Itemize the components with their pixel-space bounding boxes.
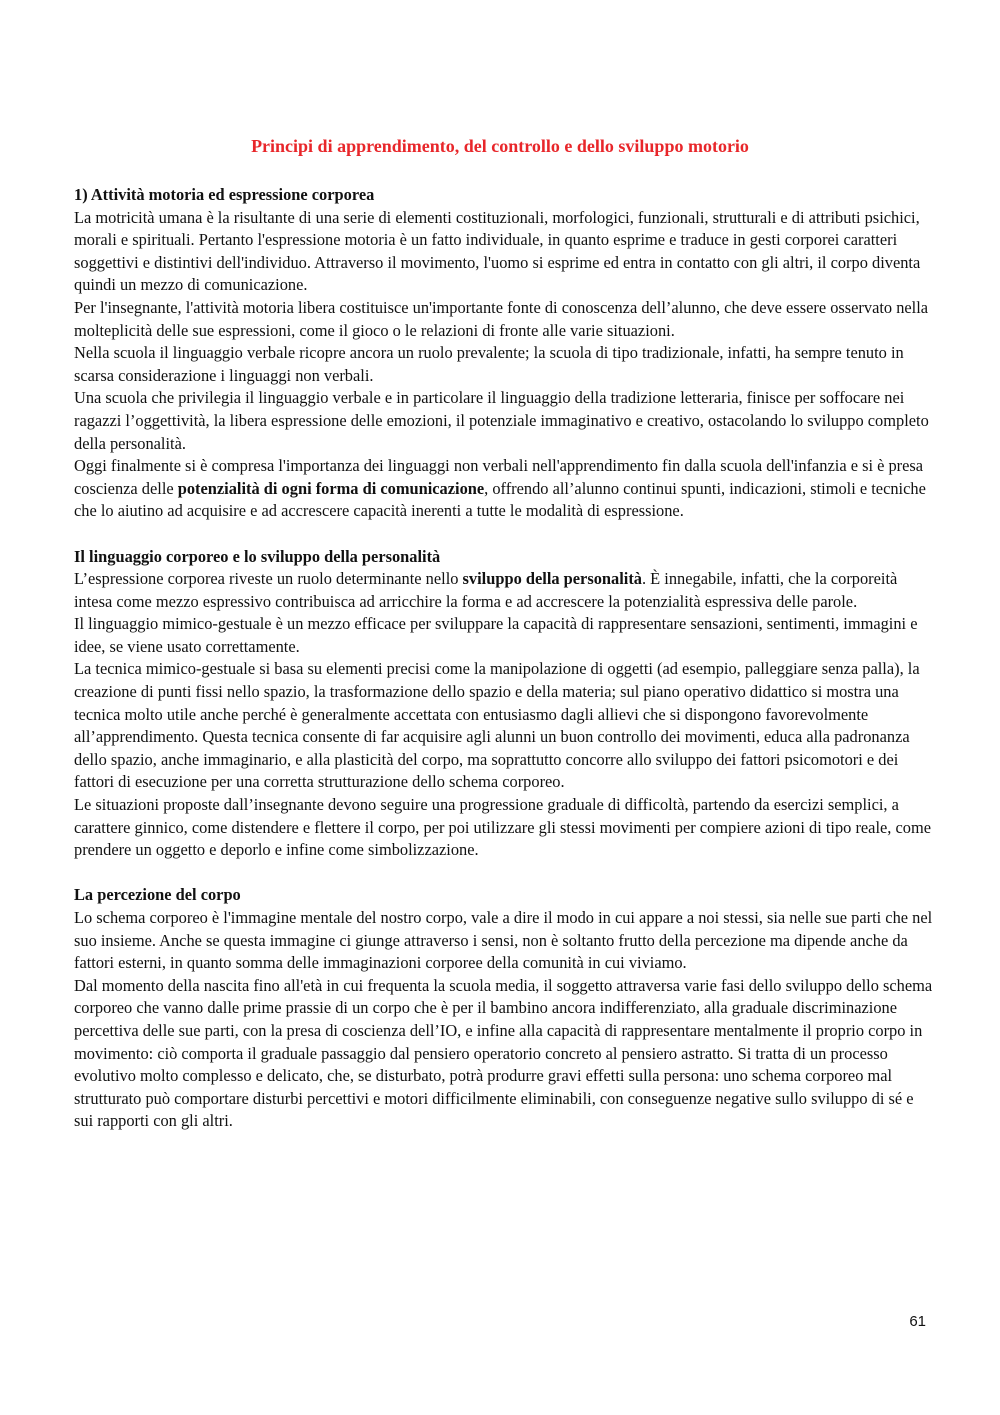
paragraph: La tecnica mimico-gestuale si basa su elementi precisi come la manipolazione di oggetti (ad esempio, palleggiare senza palla), la creazione di punti fissi nello spazio, la trasformazione dello spazio e della materia; sul piano operativo didattico si mostra una tecnica molto utile anche perché è generalmente accettata con entusiasmo dagli allievi che si dispongono favorevolmente all’apprendimento. Questa tecnica consente di far acquisire agli alunni un buon controllo dei movimenti, educa alla padronanza dello spazio, anche immaginario, e alla plasticità del corpo, ma soprattutto concorre allo sviluppo dei fattori psicomotori e dei fattori di esecuzione per una corretta strutturazione dello schema corporeo. (74, 659, 920, 792)
page-number: 61 (909, 1313, 926, 1330)
paragraph-text: . È innegabile, infatti, che la corporeità intesa come mezzo espressivo contribuisca ad arricchire la forma e ad accrescere la potenzialità espressiva delle parole. (74, 569, 898, 611)
section-heading: La percezione del corpo (74, 885, 241, 905)
section-motor-activity (74, 184, 934, 523)
paragraph (74, 568, 934, 613)
paragraph: Le situazioni proposte dall’insegnante devono seguire una progressione graduale di difficoltà, partendo da esercizi semplici, a carattere ginnico, come distendere e flettere il corpo, per poi utilizzare gli stessi movimenti per compiere azioni di tipo reale, come prendere un oggetto e deporlo e infine come simbolizzazione. (74, 795, 931, 860)
paragraph (74, 455, 934, 523)
paragraph: Per l'insegnante, l'attività motoria libera costituisce un'importante fonte di conoscenza dell’alunno, che deve essere osservato nella molteplicità delle sue espressioni, come il gioco o le relazioni di fronte alle varie situazioni. (74, 297, 929, 340)
bold-phrase: potenzialità di ogni forma di comunicazione (177, 478, 485, 498)
paragraph: Una scuola che privilegia il linguaggio verbale e in particolare il linguaggio della tradizione letteraria, finisce per soffocare nei ragazzi l’oggettività, la libera espressione delle emozioni, il potenziale immaginativo e creativo, ostacolando lo sviluppo completo della personalità. (74, 388, 929, 453)
paragraph: Nella scuola il linguaggio verbale ricopre ancora un ruolo prevalente; la scuola di tipo tradizionale, infatti, ha sempre tenuto in scarsa considerazione i linguaggi non verbali. (74, 343, 904, 385)
paragraph-text: L’espressione corporea riveste un ruolo determinante nello (74, 569, 463, 589)
section-heading: Il linguaggio corporeo e lo sviluppo della personalità (74, 546, 441, 566)
document-body (74, 184, 934, 1156)
section-body-perception (74, 884, 934, 1133)
paragraph: Il linguaggio mimico-gestuale è un mezzo efficace per sviluppare la capacità di rappresentare sensazioni, sentimenti, immagini e idee, se viene usato correttamente. (74, 614, 918, 656)
paragraph: Lo schema corporeo è l'immagine mentale del nostro corpo, vale a dire il modo in cui appare a noi stessi, sia nelle sue parti che nel suo insieme. Anche se questa immagine ci giunge attraverso i sensi, non è soltanto frutto della percezione ma dipende anche da fattori esterni, in quanto somma delle immaginazioni corporee della comunità in cui viviamo. (74, 908, 933, 973)
paragraph: Dal momento della nascita fino all'età in cui frequenta la scuola media, il soggetto attraversa varie fasi dello sviluppo dello schema corporeo che vanno dalle prime prassie di un corpo che è per il bambino ancora indifferenziato, alla graduale discriminazione percettiva delle sue parti, con la presa di coscienza dell’IO, e infine alla capacità di rappresentare mentalmente il proprio corpo in movimento: ciò comporta il graduale passaggio dal pensiero operatorio concreto al pensiero astratto. Si tratta di un processo evolutivo molto complesso e delicato, che, se disturbato, potrà produrre gravi effetti sulla persona: uno schema corporeo mal strutturato può comportare disturbi percettivi e motori difficilmente eliminabili, con conseguenze negative sullo sviluppo di sé e sui rapporti con gli altri. (74, 975, 933, 1131)
paragraph: La motricità umana è la risultante di una serie di elementi costituzionali, morfologici, funzionali, strutturali e di attributi psichici, morali e spirituali. Pertanto l'espressione motoria è un fatto individuale, in quanto esprime e traduce in gesti corporei caratteri soggettivi e distintivi dell'individuo. Attraverso il movimento, l'uomo si esprime ed entra in contatto con gli altri, il corpo diventa quindi un mezzo di comunicazione. (74, 207, 921, 295)
paragraph-text: , offrendo all’alunno continui spunti, indicazioni, stimoli e tecniche che lo aiutino ad acquisire e ad accrescere capacità inerenti a tutte le modalità di espressione. (74, 478, 926, 521)
bold-phrase: sviluppo della personalità (462, 569, 642, 589)
page-title: Principi di apprendimento, del controllo e dello sviluppo motorio (251, 136, 749, 156)
paragraph-text: Oggi finalmente si è compresa l'importanza dei linguaggi non verbali nell'apprendimento fin dalla scuola dell'infanzia e si è presa coscienza delle (74, 456, 924, 498)
section-heading: 1) Attività motoria ed espressione corporea (74, 185, 375, 204)
section-body-language (74, 546, 934, 862)
